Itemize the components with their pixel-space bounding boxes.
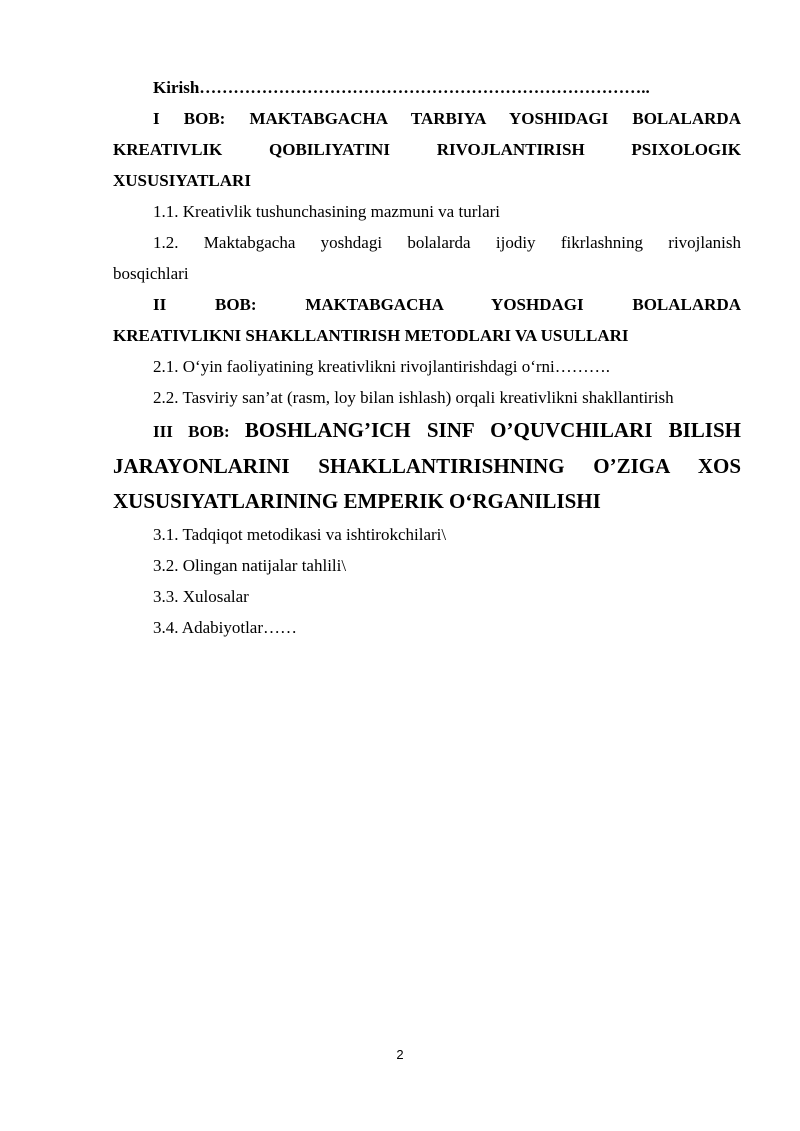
toc-intro: Kirish……………………………………………………………………..	[153, 78, 650, 97]
table-of-contents	[113, 72, 741, 643]
section-1-2-line-1: 1.2. Maktabgacha yoshdagi bolalarda ijodiy fikrlashning rivojlanish	[153, 233, 741, 252]
section-1-2-line-2: bosqichlari	[113, 264, 189, 283]
section-3-4: 3.4. Adabiyotlar……	[153, 618, 298, 637]
chapter-3-title-text: BOSHLANG’ICH SINF O’QUVCHILARI BILISH	[244, 418, 741, 442]
section-3-2: 3.2. Olingan natijalar tahlili\	[153, 556, 347, 575]
chapter-1-title-line-2: KREATIVLIK QOBILIYATINI RIVOJLANTIRISH PSIXOLOGIK	[113, 140, 741, 159]
chapter-3-title-line-1	[113, 413, 741, 449]
page-number: 2	[396, 1047, 404, 1062]
chapter-3-prefix: III BOB:	[153, 422, 245, 441]
chapter-2-title-line-1: II BOB: MAKTABGACHA YOSHDAGI BOLALARDA	[153, 295, 741, 314]
chapter-1-title-line-1: I BOB: MAKTABGACHA TARBIYA YOSHIDAGI BOLALARDA	[153, 109, 741, 128]
chapter-1-title-line-3: XUSUSIYATLARI	[113, 171, 251, 190]
chapter-3-title-line-2: JARAYONLARINI SHAKLLANTIRISHNING O’ZIGA XOS	[113, 454, 741, 478]
chapter-3-title-line-3: XUSUSIYATLARINING EMPERIK O‘RGANILISHI	[113, 489, 601, 513]
chapter-2-title-line-2: KREATIVLIKNI SHAKLLANTIRISH METODLARI VA USULLARI	[113, 326, 629, 345]
section-1-1: 1.1. Kreativlik tushunchasining mazmuni va turlari	[153, 202, 501, 221]
section-2-2: 2.2. Tasviriy san’at (rasm, loy bilan ishlash) orqali kreativlikni shakllantirish	[153, 388, 674, 407]
section-2-1: 2.1. O‘yin faoliyatining kreativlikni rivojlantirishdagi o‘rni……….	[153, 357, 611, 376]
section-3-3: 3.3. Xulosalar	[153, 587, 249, 606]
section-3-1: 3.1. Tadqiqot metodikasi va ishtirokchilari\	[153, 525, 447, 544]
